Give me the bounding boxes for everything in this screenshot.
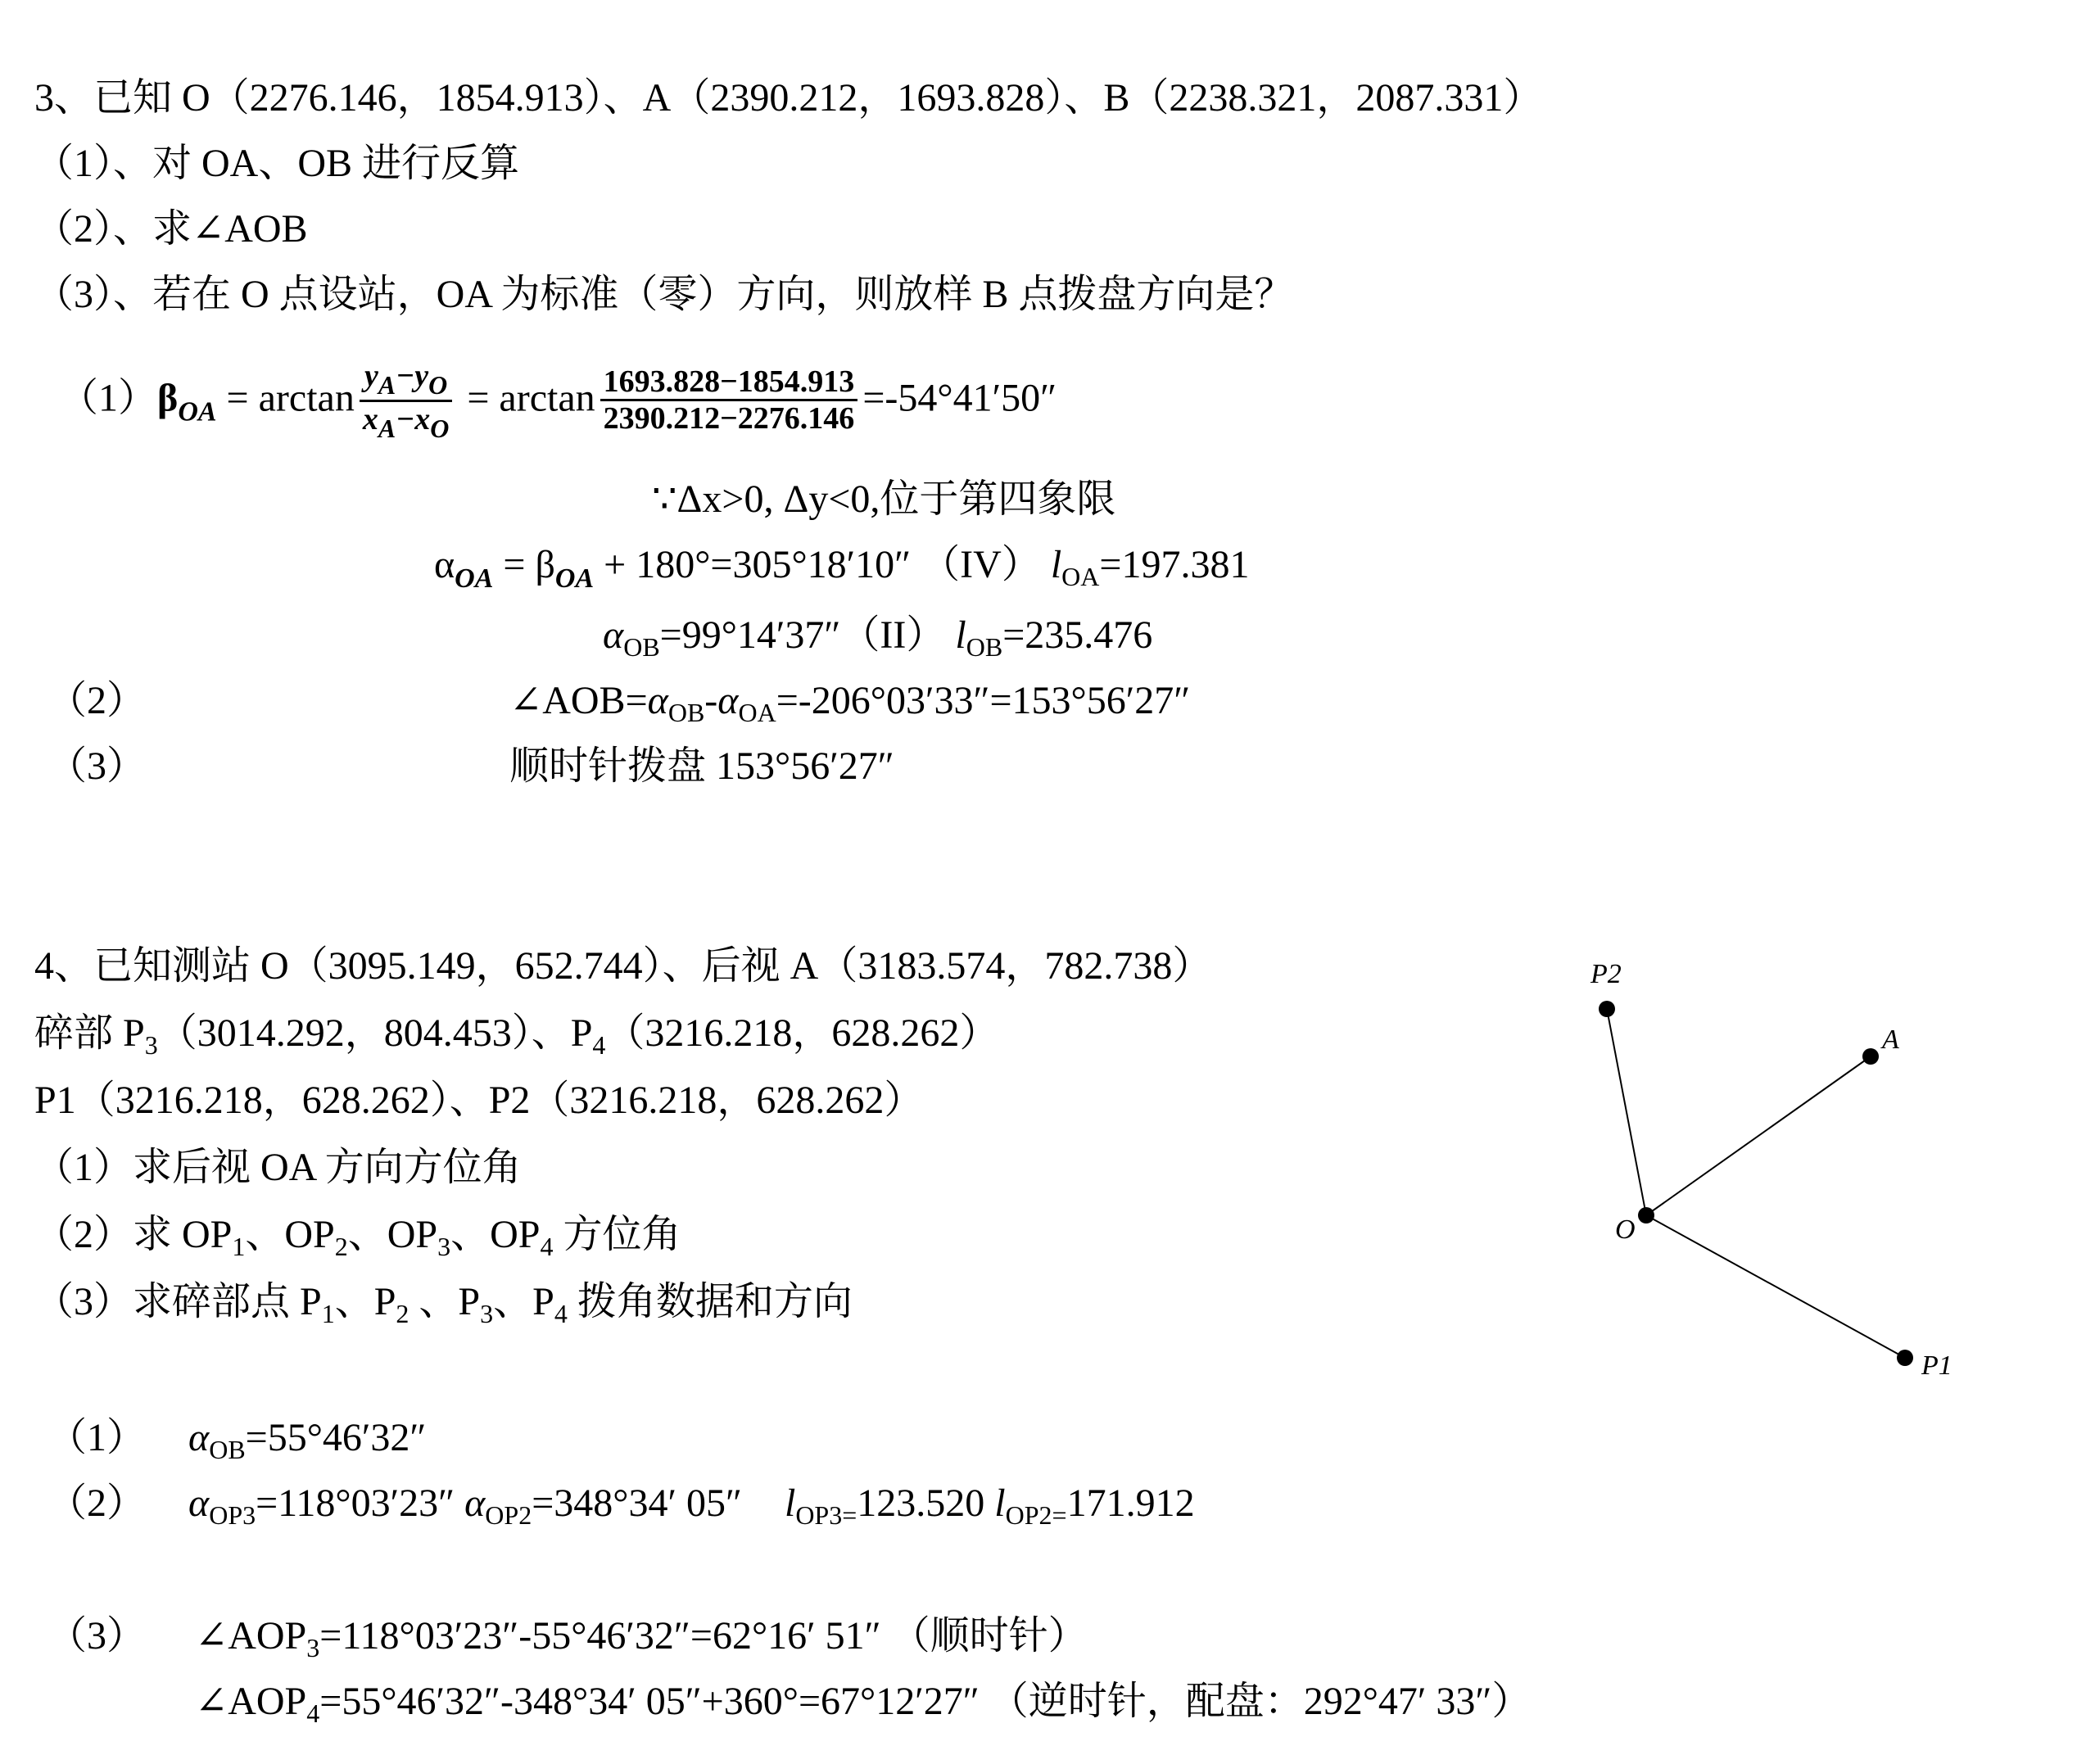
azimuth-value: =55°46′32″ <box>245 1416 427 1459</box>
label-text: （3）求碎部点 P <box>34 1280 322 1323</box>
subscript: 3 <box>306 1633 320 1662</box>
sub-o: O <box>428 370 448 400</box>
alpha-symbol: α <box>434 543 455 586</box>
distance-value: 171.912 <box>1066 1481 1195 1525</box>
label-o: O <box>1615 1214 1636 1245</box>
alpha-subscript: OA <box>455 563 494 594</box>
angle-label: ∠AOP <box>195 1680 307 1723</box>
label-text: （3014.292，804.453）、P <box>157 1011 593 1055</box>
var-x: x <box>414 401 431 436</box>
fraction-numerator <box>360 360 452 402</box>
var-y: y <box>364 359 378 393</box>
answer-prefix: （1） <box>59 376 158 420</box>
distance-subscript: OP2= <box>1005 1500 1067 1530</box>
line-o-p2 <box>1607 1009 1646 1215</box>
angle-aob-value: =-206°03′33″=153°56′27″ <box>776 679 1191 722</box>
azimuth-value: =348°34′ 05″ <box>532 1481 752 1525</box>
distance-value: 123.520 <box>857 1481 995 1525</box>
subscript: 2 <box>396 1299 409 1328</box>
alpha-oa-value: + 180°=305°18′10″ （IV） <box>594 543 1051 586</box>
survey-diagram <box>1556 942 2015 1400</box>
q4-answer-1-prefix: （1） <box>48 1416 147 1459</box>
alpha-subscript: OP3 <box>209 1500 256 1530</box>
q3-answer-3: 顺时针拨盘 153°56′27″ <box>509 744 894 788</box>
symbolic-fraction <box>360 360 452 443</box>
distance-subscript: OB <box>966 632 1003 662</box>
angle-value: =118°03′23″-55°46′32″=62°16′ 51″ （顺时针） <box>319 1614 1088 1658</box>
q3-item-3: （3）、若在 O 点设站，OA 为标准（零）方向，则放样 B 点拨盘方向是？ <box>34 273 1294 316</box>
label-text: 、OP <box>347 1213 438 1256</box>
angle-label: ∠AOP <box>195 1614 307 1658</box>
label-text: 、OP <box>245 1213 335 1256</box>
subscript: 3 <box>144 1030 158 1060</box>
label-p2: P2 <box>1590 959 1622 989</box>
line-o-p1 <box>1646 1215 1905 1358</box>
subscript: 2 <box>334 1232 348 1261</box>
label-text: 、P <box>334 1280 396 1323</box>
label-text: 、P <box>493 1280 554 1323</box>
q3-title: 3、已知 O（2276.146，1854.913）、A（2390.212，1693.828）、B（2238.321，2087.331） <box>34 76 1543 120</box>
point-o <box>1638 1207 1654 1223</box>
distance-symbol: l <box>994 1481 1006 1525</box>
angle-aob: ∠AOB= <box>509 679 648 722</box>
subscript: 3 <box>437 1232 451 1261</box>
minus-sign: − <box>396 359 415 393</box>
q4-item-1: （1）求后视 OA 方向方位角 <box>34 1146 522 1189</box>
distance-symbol: l <box>955 613 966 657</box>
alpha-symbol: α <box>717 679 739 722</box>
fraction-denominator: 2390.212−2276.146 <box>603 401 855 436</box>
alpha-symbol: α <box>188 1481 210 1525</box>
q4-answer-3-prefix: （3） <box>48 1614 147 1658</box>
subscript: 1 <box>321 1299 335 1328</box>
beta-equals: = β <box>493 543 555 586</box>
label-p1: P1 <box>1921 1350 1952 1381</box>
beta-symbol: β <box>157 376 179 420</box>
alpha-subscript: OB <box>209 1435 246 1464</box>
label-a: A <box>1882 1024 1899 1055</box>
sub-o: O <box>430 413 450 443</box>
numeric-fraction <box>600 366 858 437</box>
alpha-symbol: α <box>464 1481 486 1525</box>
var-y: y <box>414 359 429 393</box>
beta-result: =-54°41′50″ <box>862 376 1057 420</box>
q4-answer-2-prefix: （2） <box>48 1481 147 1525</box>
label-text: 方位角 <box>553 1213 681 1256</box>
q4-answer-3-line-1 <box>195 1613 1088 1663</box>
azimuth-value: =118°03′23″ <box>256 1481 465 1525</box>
point-p2 <box>1599 1001 1615 1017</box>
q4-answer-2 <box>188 1481 1195 1531</box>
beta-subscript: OA <box>178 396 217 427</box>
q3-answer-2 <box>509 678 1190 728</box>
alpha-symbol: α <box>603 613 624 657</box>
subscript: 4 <box>592 1030 606 1060</box>
q4-answer-3-line-2 <box>195 1679 1531 1729</box>
subscript: 1 <box>232 1232 246 1261</box>
q4-detail-points <box>34 1011 998 1061</box>
beta-subscript: OA <box>554 563 595 594</box>
alpha-subscript: OP2 <box>485 1500 532 1530</box>
point-a <box>1862 1048 1879 1065</box>
q3-item-2: （2）、求∠AOB <box>34 207 308 251</box>
label-text: 拨角数据和方向 <box>567 1280 853 1323</box>
subscript: 4 <box>554 1299 568 1328</box>
distance-value: =235.476 <box>1002 613 1153 657</box>
alpha-subscript: OB <box>667 698 705 727</box>
subscript: 3 <box>480 1299 494 1328</box>
q3-answer-2-prefix: （2） <box>48 679 147 722</box>
distance-subscript: OP3= <box>795 1500 857 1530</box>
alpha-subscript: OA <box>738 698 776 727</box>
q3-answer-1-formula <box>59 360 1057 443</box>
sub-a: A <box>378 370 396 400</box>
alpha-symbol: α <box>647 679 668 722</box>
q4-item-2 <box>34 1212 681 1262</box>
subscript: 4 <box>540 1232 554 1261</box>
label-text: 、OP <box>450 1213 541 1256</box>
fraction-numerator: 1693.828−1854.913 <box>600 366 858 401</box>
var-x: x <box>362 401 378 436</box>
fraction-denominator <box>360 402 452 444</box>
distance-symbol: l <box>784 1481 796 1525</box>
alpha-oa-line <box>434 542 1249 595</box>
distance-symbol: l <box>1050 543 1062 586</box>
alpha-subscript: OB <box>623 632 660 662</box>
arctan-label: = arctan <box>216 376 355 420</box>
q3-answer-3-prefix: （3） <box>48 744 147 788</box>
arctan-label: = arctan <box>457 376 595 420</box>
minus-sign: - <box>704 679 718 722</box>
minus-sign: − <box>396 401 415 436</box>
label-text: （2）求 OP <box>34 1213 233 1256</box>
alpha-ob-line <box>603 613 1152 663</box>
q4-item-3 <box>34 1279 853 1329</box>
q3-item-1: （1）、对 OA、OB 进行反算 <box>34 142 520 185</box>
line-o-a <box>1646 1056 1871 1215</box>
label-text: 、P <box>409 1280 481 1323</box>
q4-points-p1-p2: P1（3216.218，628.262）、P2（3216.218，628.262） <box>34 1079 924 1122</box>
distance-subscript: OA <box>1061 562 1100 591</box>
alpha-ob-value: =99°14′37″（II） <box>659 613 956 657</box>
label-text: （3216.218，628.262） <box>605 1011 999 1055</box>
angle-value: =55°46′32″-348°34′ 05″+360°=67°12′27″ （逆时针，配盘：292°47′ 33″） <box>319 1680 1532 1723</box>
sub-a: A <box>378 413 396 443</box>
point-p1 <box>1897 1350 1913 1366</box>
subscript: 4 <box>306 1698 320 1728</box>
quadrant-note: ∵Δx>0, Δy<0,位于第四象限 <box>652 477 1116 521</box>
q4-answer-1 <box>188 1415 426 1465</box>
q4-title: 4、已知测站 O（3095.149，652.744）、后视 A（3183.574，782.738） <box>34 944 1212 988</box>
label-text: 碎部 P <box>34 1011 145 1055</box>
alpha-symbol: α <box>188 1416 210 1459</box>
distance-value: =197.381 <box>1099 543 1250 586</box>
